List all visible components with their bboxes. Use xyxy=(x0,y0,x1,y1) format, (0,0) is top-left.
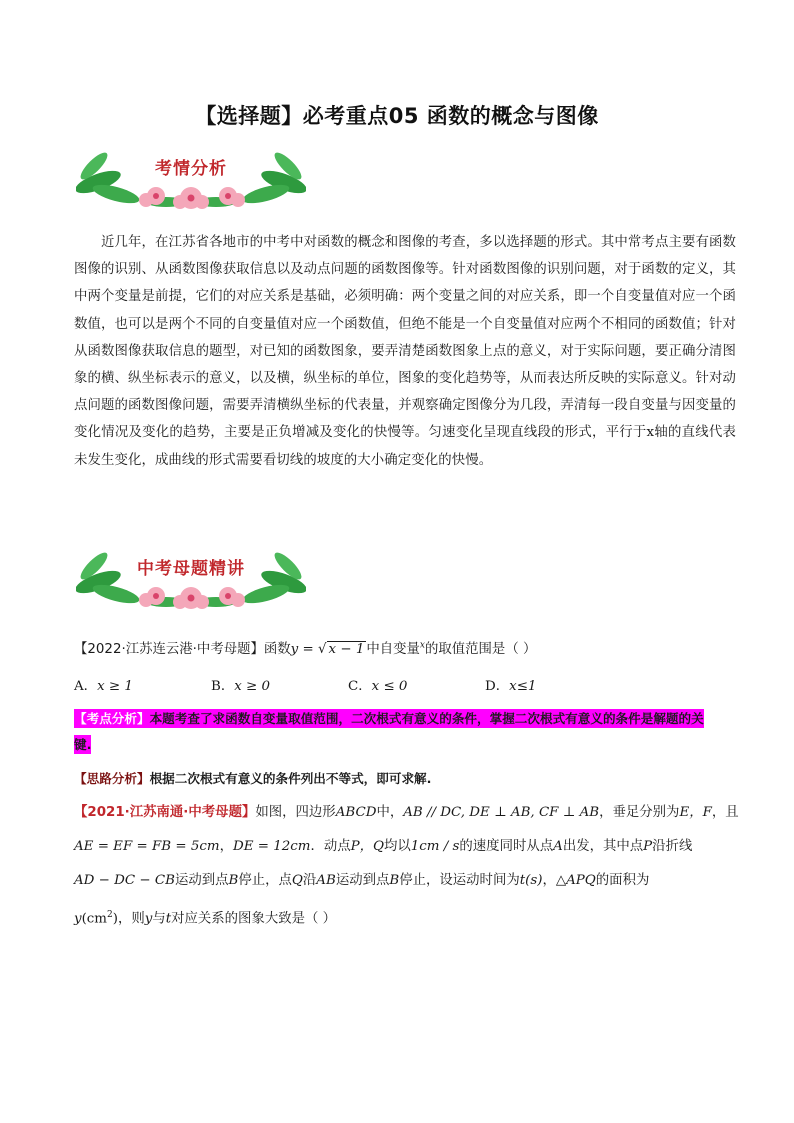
math-expr: t xyxy=(165,911,172,927)
kaodian-analysis xyxy=(74,706,720,758)
superscript: 2 xyxy=(107,910,113,920)
stem-text: 沿 xyxy=(302,873,317,888)
option-expr: x ≥ 0 xyxy=(234,679,271,694)
analysis-tag: 【考点分析】 xyxy=(74,711,150,726)
option-label: B． xyxy=(211,679,235,694)
math-expr: ABCD xyxy=(335,805,377,820)
option-label: A． xyxy=(74,679,98,694)
option-label: D． xyxy=(485,679,510,694)
stem-text: 中自变量 xyxy=(366,642,420,657)
stem-text: 停止，点 xyxy=(238,873,292,888)
question-source: 【2022·江苏连云港·中考母题】 xyxy=(74,642,264,657)
stem-text: 沿折线 xyxy=(652,839,693,854)
math-expr: y xyxy=(144,911,153,927)
math-expr: AE = EF = FB = 5cm xyxy=(74,839,220,854)
option-c[interactable] xyxy=(348,675,407,694)
stem-text: ， xyxy=(542,873,556,888)
math-expr: △APQ xyxy=(555,873,596,888)
math-expr: B xyxy=(389,873,400,888)
stem-text: 均以 xyxy=(384,839,411,854)
banner-label: 考情分析 xyxy=(155,159,227,179)
option-expr: x ≤ 0 xyxy=(371,679,408,694)
analysis-text: 根据二次根式有意义的条件列出不等式，即可求解. xyxy=(149,771,432,786)
option-expr: x≤1 xyxy=(509,679,537,694)
math-expr: AB xyxy=(316,873,336,888)
math-expr: (cm xyxy=(81,911,107,927)
math-expr: A xyxy=(553,839,563,854)
math-expr: ) xyxy=(112,911,118,927)
math-expr: AB // DC, DE ⊥ AB, CF ⊥ AB xyxy=(403,805,600,820)
stem-text: ．动点 xyxy=(310,839,351,854)
stem-text: 对应关系的图象大致是（ ） xyxy=(171,911,337,927)
banner-label: 中考母题精讲 xyxy=(137,559,245,579)
question-source: 【2021·江苏南通·中考母题】 xyxy=(74,805,256,820)
stem-text: 函数 xyxy=(263,642,291,657)
silu-analysis xyxy=(74,768,431,787)
math-expr: t(s) xyxy=(519,873,543,888)
radicand: x − 1 xyxy=(328,642,365,657)
page-title: 【选择题】必考重点05 函数的概念与图像 xyxy=(195,104,599,128)
stem-text: ，且 xyxy=(711,805,739,820)
math-expr: y xyxy=(74,911,82,927)
math-expr: P xyxy=(643,839,653,854)
section-banner-analysis xyxy=(76,150,306,212)
section-banner-mother xyxy=(76,550,306,612)
option-label: C． xyxy=(348,679,372,694)
option-a[interactable] xyxy=(74,675,133,694)
math-expr: DE = 12cm xyxy=(232,839,311,854)
option-d[interactable] xyxy=(485,675,536,694)
stem-text: 与 xyxy=(152,911,166,927)
stem-text: 中， xyxy=(376,805,404,820)
math-expr: y = xyxy=(290,642,318,657)
stem-text: ， xyxy=(219,839,233,854)
stem-text: 的取值范围是（ ） xyxy=(424,642,537,657)
option-b[interactable] xyxy=(211,675,270,694)
stem-text: 停止，设运动时间为 xyxy=(399,873,520,888)
stem-text: 运动到点 xyxy=(335,873,390,888)
sqrt-icon: √ xyxy=(317,642,327,657)
stem-text: ，垂足分别为 xyxy=(599,805,680,820)
intro-paragraph: 近几年，在江苏省各地市的中考中对函数的概念和图像的考查，多以选择题的形式。其中常考点主要有函数图像的识别、从函数图像获取信息以及动点问题的函数图像等。针对函数图像的识别问题，对于函数的定义，其中两个变量是前提，它们的对应关系是基础，必须明确：两个变量之间的对应关系，即一个自变量值对应一个函数值，也可以是两个不同的自变量值对应一个函数值，但绝不能是一个自变量值对应两个不相同的函数值；针对从函数图像获取信息的题型，对已知的函数图象，要弄清楚函数图象上点的意义，对于实际问题，要正确分清图象的横、纵坐标表示的意义，以及横，纵坐标的单位，图象的变化趋势等，从而表达所反映的实际意义。针对动点问题的函数图像问题，需要弄清横纵坐标的代表量，并观察确定图像分为几段，弄清每一段自变量与因变量的变化情况及变化的趋势，主要是正负增减及变化的快慢等。匀速变化呈现直线段的形式，平行于x轴的直线代表未发生变化，成曲线的形式需要看切线的坡度的大小确定变化的快慢。 xyxy=(74,235,736,468)
question-1-stem xyxy=(74,638,536,657)
math-expr: 1cm / s xyxy=(410,839,460,854)
stem-text: 出发，其中点 xyxy=(562,839,644,854)
variable: x xyxy=(419,640,425,651)
math-expr: P，Q xyxy=(350,839,384,854)
math-expr: AD − DC − CB xyxy=(74,873,175,888)
analysis-text: 本题考查了求函数自变量取值范围，二次根式有意义的条件，掌握二次根式有意义的条件是解题的关键. xyxy=(74,711,704,752)
math-expr: B xyxy=(228,873,239,888)
math-expr: E，F xyxy=(679,805,712,820)
stem-text: 如图，四边形 xyxy=(255,805,336,820)
stem-text: 的速度同时从点 xyxy=(459,839,554,854)
stem-text: 的面积为 xyxy=(595,873,650,888)
option-expr: x ≥ 1 xyxy=(97,679,133,694)
analysis-tag: 【思路分析】 xyxy=(74,771,150,786)
stem-text: ，则 xyxy=(117,911,145,927)
math-expr: Q xyxy=(291,873,303,888)
stem-text: 运动到点 xyxy=(174,873,229,888)
question-2-stem xyxy=(74,796,739,936)
